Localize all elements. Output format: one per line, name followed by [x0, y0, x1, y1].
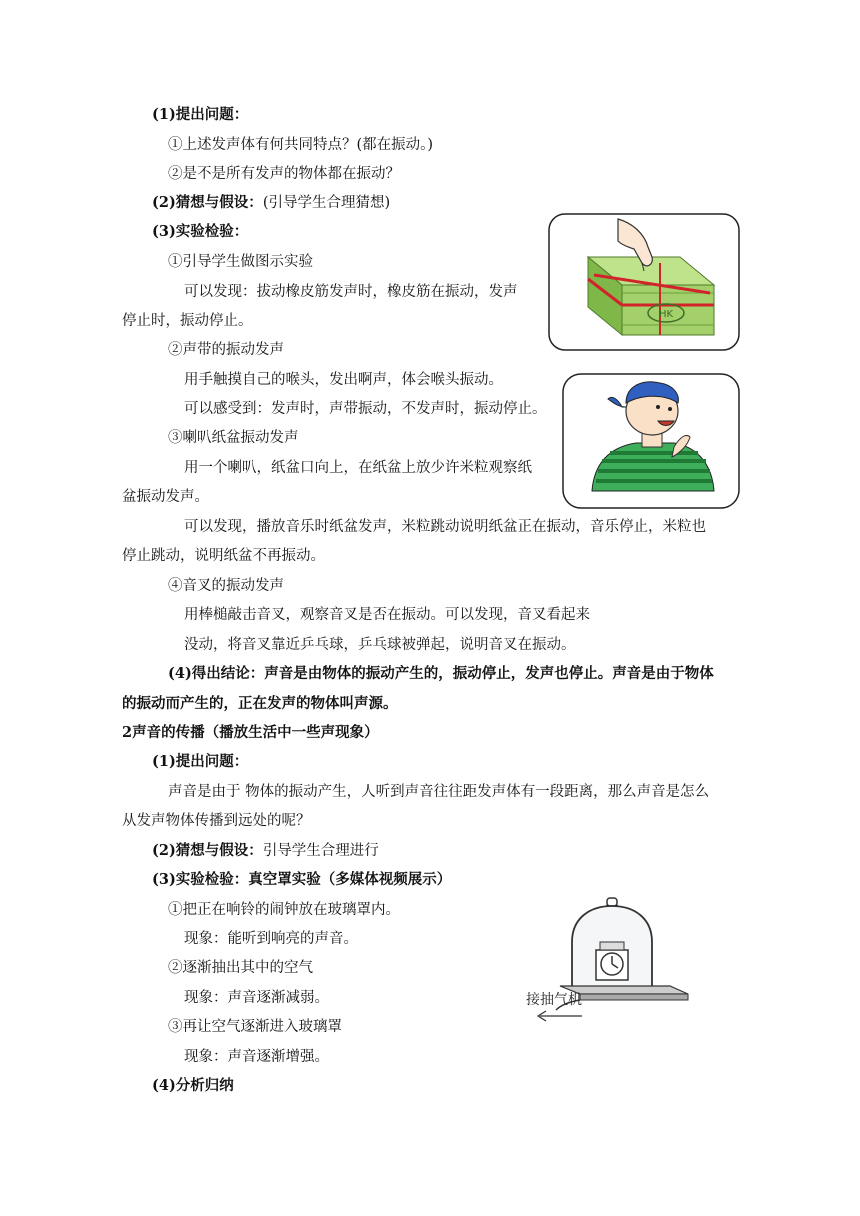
- pump-label: 接抽气机: [526, 992, 582, 1008]
- exp-2-finding: 可以感受到：发声时，声带振动，不发声时，振动停止。: [184, 401, 547, 417]
- guess-line-2: [152, 841, 379, 861]
- exp-2-method: 用手触摸自己的喉头，发出啊声，体会喉头振动。: [184, 372, 503, 388]
- exp-2-title: ②声带的振动发声: [168, 342, 284, 358]
- exp-4-title: ④音叉的振动发声: [168, 578, 284, 594]
- exp-3-method: 用一个喇叭，纸盆口向上，在纸盆上放少许米粒观察纸: [184, 460, 532, 476]
- guess-label: (2)猜想与假设：: [152, 194, 263, 211]
- section-2-heading: 2声音的传播（播放生活中一些声现象）: [122, 724, 379, 741]
- box-label: HK: [658, 309, 674, 320]
- propagation-question-cont: 从发声物体传播到远处的呢？: [122, 813, 311, 829]
- conclusion-cont: 的振动而产生的，正在发声的物体叫声源。: [122, 695, 398, 712]
- exp-3-method-cont: 盆振动发声。: [122, 489, 209, 505]
- vacuum-step-3: ③再让空气逐渐进入玻璃罩: [168, 1019, 342, 1035]
- exp-3-title: ③喇叭纸盆振动发声: [168, 430, 299, 446]
- heading-experiment: (3)实验检验：: [152, 223, 249, 240]
- exp-4-method: 用棒槌敲击音叉，观察音叉是否在振动。可以发现，音叉看起来: [184, 607, 590, 623]
- exp-1-title: ①引导学生做图示实验: [168, 254, 313, 270]
- vacuum-step-2: ②逐渐抽出其中的空气: [168, 960, 313, 976]
- vacuum-step-1: ①把正在响铃的闹钟放在玻璃罩内。: [168, 902, 400, 918]
- boy-throat-figure: [562, 373, 740, 509]
- vacuum-bell-jar-figure: [520, 890, 700, 1030]
- heading-ask-question-2: (1)提出问题：: [152, 753, 249, 770]
- guess-text: (引导学生合理猜想): [262, 195, 391, 211]
- heading-analysis: (4)分析归纳: [152, 1077, 234, 1094]
- exp-3-finding: 可以发现，播放音乐时纸盆发声，米粒跳动说明纸盆正在振动，音乐停止，米粒也: [184, 519, 706, 535]
- question-1: ①上述发声体有何共同特点？(都在振动。): [168, 137, 434, 153]
- exp-1-finding-cont: 停止时，振动停止。: [122, 313, 253, 329]
- guess-label-2: (2)猜想与假设：: [152, 842, 263, 859]
- propagation-question: 声音是由于 物体的振动产生，人听到声音往往距发声体有一段距离，那么声音是怎么: [168, 784, 710, 800]
- guess-text-2: 引导学生合理进行: [262, 843, 379, 859]
- question-2: ②是不是所有发声的物体都在振动？: [168, 166, 400, 182]
- conclusion: (4)得出结论：声音是由物体的振动产生的，振动停止，发声也停止。声音是由于物体: [168, 665, 714, 682]
- heading-vacuum-experiment: (3)实验检验：真空罩实验（多媒体视频展示）: [152, 871, 452, 888]
- exp-1-finding: 可以发现：拔动橡皮筋发声时，橡皮筋在振动，发声: [184, 284, 518, 300]
- exp-4-method-cont: 没动，将音叉靠近乒乓球，乒乓球被弹起，说明音叉在振动。: [184, 637, 576, 653]
- heading-ask-question: (1)提出问题：: [152, 106, 249, 123]
- vacuum-result-3: 现象：声音逐渐增强。: [184, 1049, 329, 1065]
- exp-3-finding-cont: 停止跳动，说明纸盆不再振动。: [122, 548, 325, 564]
- rubber-band-box-figure: [548, 213, 740, 351]
- guess-line: [152, 193, 390, 213]
- vacuum-result-1: 现象：能听到响亮的声音。: [184, 931, 358, 947]
- vacuum-result-2: 现象：声音逐渐减弱。: [184, 990, 329, 1006]
